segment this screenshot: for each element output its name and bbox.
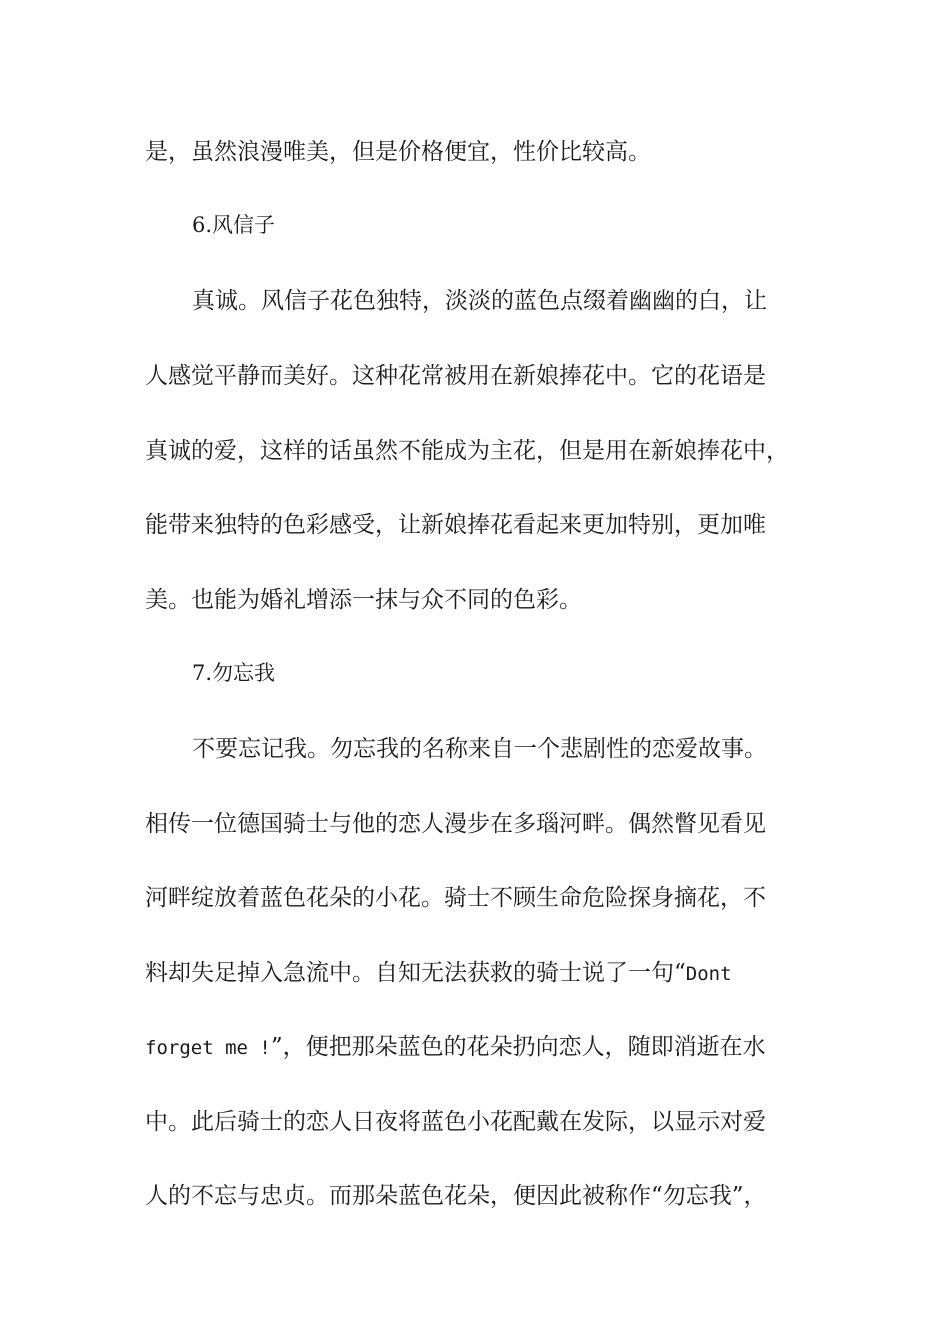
english-text: forget me ! xyxy=(145,1037,271,1059)
paragraph-line: 人的不忘与忠贞。而那朵蓝色花朵，便因此被称作“勿忘我”， xyxy=(145,1183,767,1209)
section-heading: 7.勿忘我 xyxy=(192,661,276,685)
english-text: Dont xyxy=(685,963,732,985)
paragraph-line: 相传一位德国骑士与他的恋人漫步在多瑙河畔。偶然瞥见看见 xyxy=(145,811,766,837)
paragraph-line: 人感觉平静而美好。这种花常被用在新娘捧花中。它的花语是 xyxy=(145,363,766,389)
paragraph-line: 不要忘记我。勿忘我的名称来自一个悲剧性的恋爱故事。 xyxy=(192,736,767,762)
paragraph-line: 美。也能为婚礼增添一抹与众不同的色彩。 xyxy=(145,587,582,613)
paragraph-line xyxy=(145,953,825,993)
paragraph-line: 真诚。风信子花色独特，淡淡的蓝色点缀着幽幽的白，让 xyxy=(192,288,767,314)
section-heading: 6.风信子 xyxy=(192,213,276,237)
line-text: 料却失足掉入急流中。自知无法获救的骑士说了一句“ xyxy=(145,960,686,986)
paragraph-line xyxy=(145,1027,825,1067)
paragraph-line: 是，虽然浪漫唯美，但是价格便宜，性价比较高。 xyxy=(145,139,651,165)
paragraph-line: 中。此后骑士的恋人日夜将蓝色小花配戴在发际，以显示对爱 xyxy=(145,1109,766,1135)
line-text: ”，便把那朵蓝色的花朵扔向恋人，随即消逝在水 xyxy=(270,1034,766,1060)
paragraph-line: 真诚的爱，这样的话虽然不能成为主花，但是用在新娘捧花中， xyxy=(145,438,789,464)
paragraph-line: 能带来独特的色彩感受，让新娘捧花看起来更加特别，更加唯 xyxy=(145,512,766,538)
paragraph-line: 河畔绽放着蓝色花朵的小花。骑士不顾生命危险探身摘花，不 xyxy=(145,885,766,911)
